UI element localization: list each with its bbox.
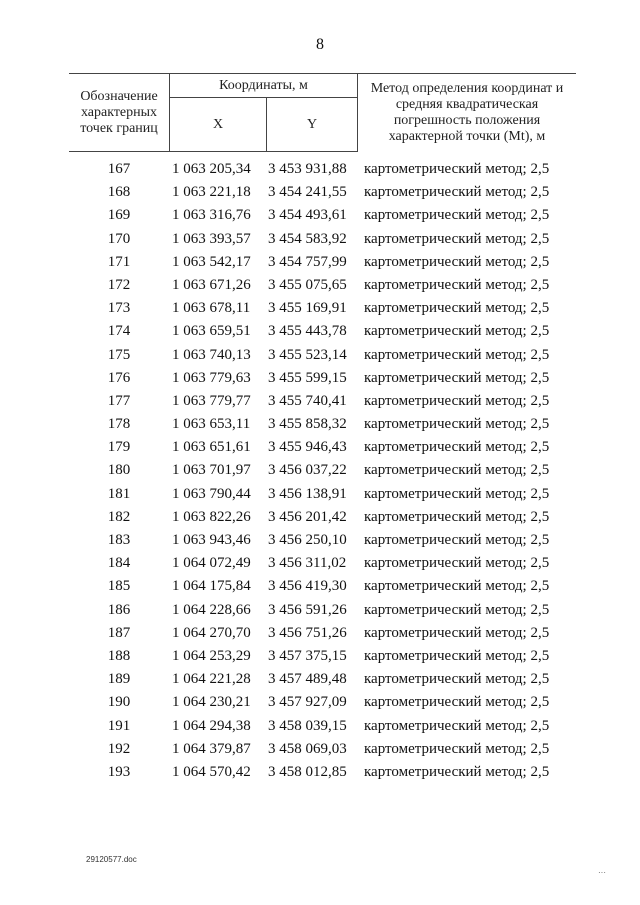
coordinates-table-body: [69, 158, 574, 784]
method-cell: картометрический метод; 2,5: [364, 300, 550, 317]
coord-y: 3 457 489,48: [268, 671, 347, 688]
method-cell: картометрический метод; 2,5: [364, 578, 550, 595]
header-points: Обозначение характерных точек границ: [69, 74, 170, 152]
coord-y: 3 453 931,88: [268, 161, 347, 177]
point-number: 167: [107, 161, 131, 177]
coord-y: 3 455 075,65: [268, 276, 347, 293]
coord-x: 1 063 205,34: [172, 161, 251, 177]
header-x: X: [170, 98, 267, 152]
point-number: 178: [107, 416, 131, 433]
coord-y: 3 456 591,26: [268, 601, 347, 618]
table-row: [69, 228, 574, 251]
footer-file-name: 29120577.doc: [86, 855, 137, 864]
table-row: [69, 645, 574, 668]
coord-y: 3 455 599,15: [268, 369, 347, 386]
table-row: [69, 575, 574, 598]
coord-x: 1 063 779,77: [172, 392, 251, 409]
coord-x: 1 064 570,42: [172, 763, 251, 780]
method-cell: картометрический метод; 2,5: [364, 276, 550, 293]
coord-y: 3 456 250,10: [268, 532, 347, 548]
coord-x: 1 064 270,70: [172, 624, 251, 641]
coord-y: 3 455 858,32: [268, 416, 347, 433]
method-cell: картометрический метод; 2,5: [364, 161, 550, 177]
method-cell: картометрический метод; 2,5: [364, 346, 550, 363]
table-row: [69, 367, 574, 390]
coord-x: 1 064 175,84: [172, 578, 251, 595]
coord-y: 3 454 493,61: [268, 207, 347, 224]
coord-x: 1 063 790,44: [172, 485, 251, 502]
table-row: [69, 204, 574, 227]
coord-x: 1 063 316,76: [172, 207, 251, 224]
table-row: [69, 691, 574, 714]
method-cell: картометрический метод; 2,5: [364, 532, 550, 548]
point-number: 173: [107, 300, 131, 317]
coord-x: 1 063 822,26: [172, 508, 251, 525]
coord-x: 1 063 393,57: [172, 230, 251, 247]
method-cell: картометрический метод; 2,5: [364, 647, 550, 664]
coord-x: 1 063 943,46: [172, 532, 251, 548]
point-number: 193: [107, 763, 131, 780]
method-cell: картометрический метод; 2,5: [364, 508, 550, 525]
point-number: 186: [107, 601, 131, 618]
point-number: 185: [107, 578, 131, 595]
coord-x: 1 063 678,11: [172, 300, 251, 317]
method-cell: картометрический метод; 2,5: [364, 253, 550, 270]
coord-y: 3 455 946,43: [268, 439, 347, 456]
table-row: [69, 715, 574, 738]
coord-x: 1 063 653,11: [172, 416, 251, 433]
point-number: 192: [107, 740, 131, 757]
table-row: [69, 552, 574, 575]
coord-y: 3 454 583,92: [268, 230, 347, 247]
coord-y: 3 455 169,91: [268, 300, 347, 317]
table-row: [69, 181, 574, 204]
coord-y: 3 455 523,14: [268, 346, 347, 363]
coord-x: 1 063 542,17: [172, 253, 251, 270]
coord-x: 1 064 228,66: [172, 601, 251, 618]
coord-x: 1 063 740,13: [172, 346, 251, 363]
table-row: [69, 390, 574, 413]
point-number: 190: [107, 694, 131, 711]
coord-x: 1 064 253,29: [172, 647, 251, 664]
table-row: [69, 158, 574, 181]
table-row: [69, 251, 574, 274]
table-row: [69, 738, 574, 761]
method-cell: картометрический метод; 2,5: [364, 601, 550, 618]
point-number: 184: [107, 555, 131, 572]
coord-x: 1 063 651,61: [172, 439, 251, 456]
table-row: [69, 413, 574, 436]
method-cell: картометрический метод; 2,5: [364, 717, 550, 734]
header-coordinates: Координаты, м: [170, 74, 358, 98]
point-number: 175: [107, 346, 131, 363]
method-cell: картометрический метод; 2,5: [364, 184, 550, 201]
method-cell: картометрический метод; 2,5: [364, 555, 550, 572]
table-row: [69, 274, 574, 297]
coord-y: 3 457 927,09: [268, 694, 347, 711]
point-number: 189: [107, 671, 131, 688]
coord-y: 3 456 751,26: [268, 624, 347, 641]
table-row: [69, 622, 574, 645]
method-cell: картометрический метод; 2,5: [364, 671, 550, 688]
coord-x: 1 063 221,18: [172, 184, 251, 201]
point-number: 171: [107, 253, 131, 270]
point-number: 179: [107, 439, 131, 456]
coordinates-table-header: [69, 73, 576, 152]
coord-x: 1 063 779,63: [172, 369, 251, 386]
coord-x: 1 064 230,21: [172, 694, 251, 711]
corner-mark: ···: [598, 868, 606, 877]
coord-x: 1 064 294,38: [172, 717, 251, 734]
coord-y: 3 454 241,55: [268, 184, 347, 201]
coord-y: 3 455 740,41: [268, 392, 347, 409]
method-cell: картометрический метод; 2,5: [364, 462, 550, 479]
coord-y: 3 454 757,99: [268, 253, 347, 270]
point-number: 182: [107, 508, 131, 525]
method-cell: картометрический метод; 2,5: [364, 323, 550, 340]
point-number: 176: [107, 369, 131, 386]
coord-y: 3 458 069,03: [268, 740, 347, 757]
table-row: [69, 320, 574, 343]
point-number: 188: [107, 647, 131, 664]
coord-x: 1 064 072,49: [172, 555, 251, 572]
point-number: 181: [107, 485, 131, 502]
header-y: Y: [267, 98, 358, 152]
method-cell: картометрический метод; 2,5: [364, 439, 550, 456]
coord-x: 1 063 659,51: [172, 323, 251, 340]
method-cell: картометрический метод; 2,5: [364, 694, 550, 711]
coord-x: 1 064 221,28: [172, 671, 251, 688]
table-row: [69, 761, 574, 784]
coord-y: 3 456 311,02: [268, 555, 347, 572]
coord-x: 1 064 379,87: [172, 740, 251, 757]
point-number: 172: [107, 276, 131, 293]
table-row: [69, 668, 574, 691]
coord-y: 3 456 138,91: [268, 485, 347, 502]
table-row: [69, 529, 574, 552]
point-number: 174: [107, 323, 131, 340]
coord-y: 3 456 037,22: [268, 462, 347, 479]
method-cell: картометрический метод; 2,5: [364, 416, 550, 433]
point-number: 170: [107, 230, 131, 247]
coord-x: 1 063 701,97: [172, 462, 251, 479]
table-row: [69, 436, 574, 459]
point-number: 187: [107, 624, 131, 641]
coord-y: 3 455 443,78: [268, 323, 347, 340]
table-row: [69, 599, 574, 622]
page-number: 8: [316, 36, 324, 53]
method-cell: картометрический метод; 2,5: [364, 624, 550, 641]
header-method: Метод определения координат и средняя квадратическая погрешность положения характерной точки (Mt), м: [358, 74, 577, 152]
coord-y: 3 457 375,15: [268, 647, 347, 664]
method-cell: картометрический метод; 2,5: [364, 207, 550, 224]
method-cell: картометрический метод; 2,5: [364, 485, 550, 502]
point-number: 183: [107, 532, 131, 548]
point-number: 169: [107, 207, 131, 224]
point-number: 191: [107, 717, 131, 734]
point-number: 168: [107, 184, 131, 201]
coord-y: 3 458 012,85: [268, 763, 347, 780]
table-row: [69, 459, 574, 482]
method-cell: картометрический метод; 2,5: [364, 740, 550, 757]
coord-x: 1 063 671,26: [172, 276, 251, 293]
method-cell: картометрический метод; 2,5: [364, 369, 550, 386]
table-row: [69, 344, 574, 367]
table-row: [69, 483, 574, 506]
table-row: [69, 506, 574, 529]
coord-y: 3 456 419,30: [268, 578, 347, 595]
table-row: [69, 297, 574, 320]
method-cell: картометрический метод; 2,5: [364, 230, 550, 247]
coord-y: 3 456 201,42: [268, 508, 347, 525]
point-number: 177: [107, 392, 131, 409]
method-cell: картометрический метод; 2,5: [364, 392, 550, 409]
method-cell: картометрический метод; 2,5: [364, 763, 550, 780]
coord-y: 3 458 039,15: [268, 717, 347, 734]
point-number: 180: [107, 462, 131, 479]
